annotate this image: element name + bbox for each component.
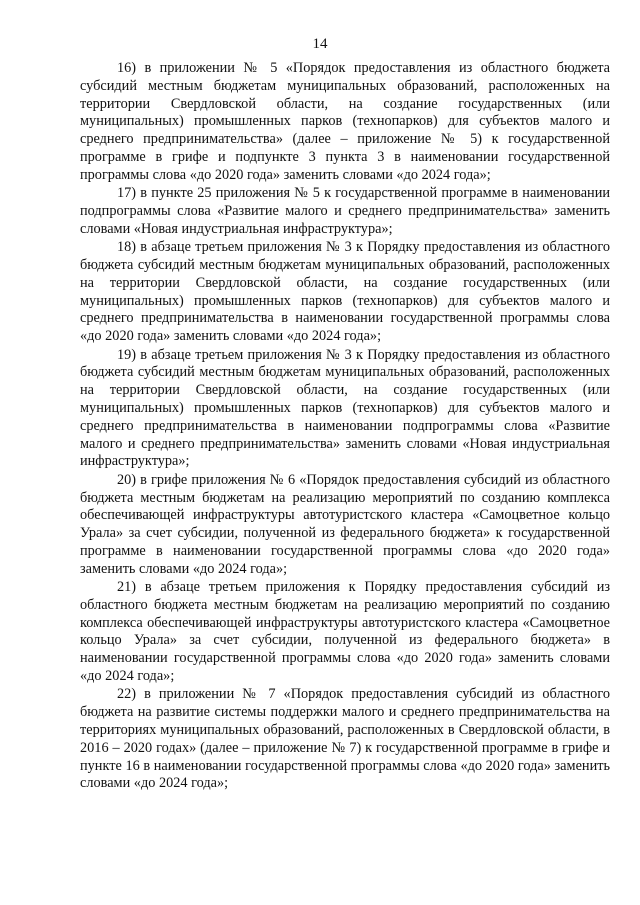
paragraph-17: 17) в пункте 25 приложения № 5 к государственной программе в наименовании подпрограммы слова «Развитие малого и среднего предпринимательства» заменить словами «Новая индустриальная инфраструктура»; xyxy=(80,185,610,237)
document-body xyxy=(80,60,610,793)
paragraph-20: 20) в грифе приложения № 6 «Порядок предоставления субсидий из областного бюджета местным бюджетам на реализацию мероприятий по созданию комплекса обеспечивающей инфраструктуры автотуристского кластера «Самоцветное кольцо Урала» за счет субсидии, полученной из федерального бюджета» к государственной программе в наименовании государственной программы слова «до 2020 года» заменить словами «до 2024 года»; xyxy=(80,471,610,577)
paragraph-21: 21) в абзаце третьем приложения к Порядку предоставления субсидий из областного бюджета местным бюджетам на реализацию мероприятий по созданию комплекса обеспечивающей инфраструктуры автотуристского кластера «Самоцветное кольцо Урала» за счет субсидии, полученной из федерального бюджета» в наименовании государственной программы слова «до 2020 года» заменить словами «до 2024 года»; xyxy=(80,579,610,685)
page-number: 14 xyxy=(312,36,328,52)
paragraph-19: 19) в абзаце третьем приложения № 3 к Порядку предоставления из областного бюджета субсидий местным бюджетам муниципальных образований, расположенных на территории Свердловской области, на создание государственных (или муниципальных) промышленных парков (технопарков) для субъектов малого и среднего предпринимательства в наименовании подпрограммы слова «Развитие малого и среднего предпринимательства» заменить словами «Новая индустриальная инфраструктура»; xyxy=(80,346,610,470)
paragraph-16: 16) в приложении № 5 «Порядок предоставления из областного бюджета субсидий местным бюджетам муниципальных образований, расположенных на территории Свердловской области, на создание государственных (или муниципальных) промышленных парков (технопарков) для субъектов малого и среднего предпринимательства» (далее – приложение № 5) к государственной программе в грифе и подпункте 3 пункта 3 в наименовании государственной программы слова «до 2020 года» заменить словами «до 2024 года»; xyxy=(80,60,610,183)
paragraph-18: 18) в абзаце третьем приложения № 3 к Порядку предоставления из областного бюджета субсидий местным бюджетам муниципальных образований, расположенных на территории Свердловской области, на создание государственных (или муниципальных) промышленных парков (технопарков) для субъектов малого и среднего предпринимательства в наименовании государственной программы слова «до 2020 года» заменить словами «до 2024 года»; xyxy=(80,239,610,345)
paragraph-22: 22) в приложении № 7 «Порядок предоставления субсидий из областного бюджета на развитие системы поддержки малого и среднего предпринимательства на территориях муниципальных образований, расположенных в Свердловской области, в 2016 – 2020 годах» (далее – приложение № 7) к государственной программе в грифе и пункте 16 в наименовании государственной программы слова «до 2020 года» заменить словами «до 2024 года»; xyxy=(80,686,610,792)
